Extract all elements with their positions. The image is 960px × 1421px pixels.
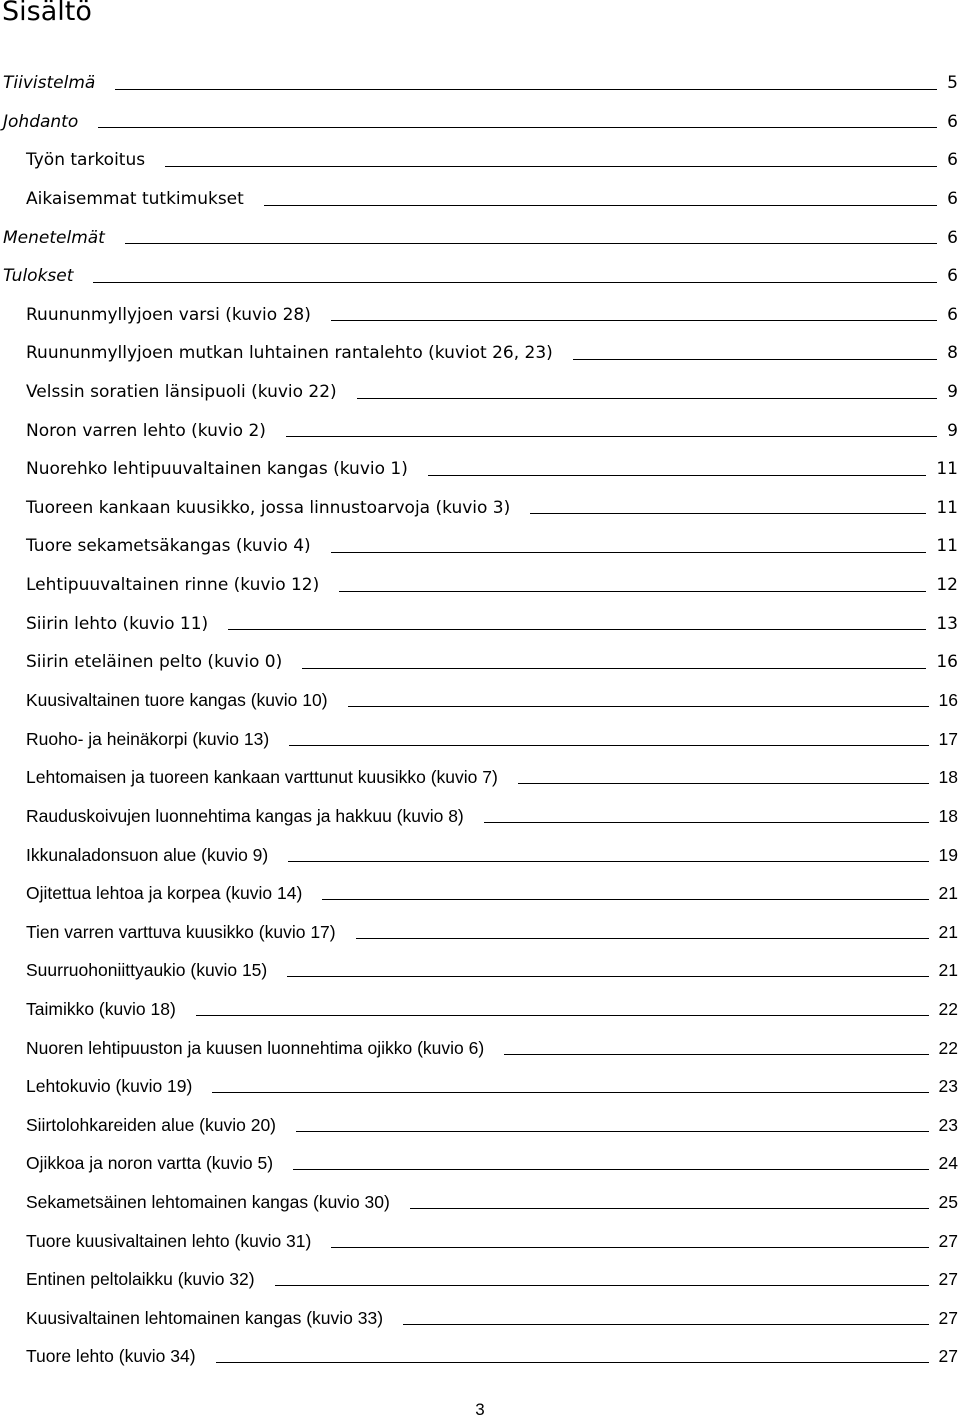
toc-entry[interactable] — [0, 643, 960, 682]
toc-leader-line — [530, 513, 926, 514]
toc-entry-label: Noron varren lehto (kuvio 2) — [26, 420, 266, 441]
toc-leader-line — [410, 1208, 929, 1209]
toc-entry-label: Kuusivaltainen lehtomainen kangas (kuvio 33) — [26, 1307, 384, 1328]
toc-leader-line — [339, 591, 926, 592]
toc-entry[interactable] — [0, 1106, 960, 1145]
toc-entry-label: Tuore kuusivaltainen lehto (kuvio 31) — [26, 1230, 312, 1251]
toc-entry-label: Ruununmyllyjoen mutkan luhtainen rantalehto (kuviot 26, 23) — [26, 343, 553, 364]
toc-leader-line — [348, 706, 929, 707]
toc-entry[interactable] — [0, 1260, 960, 1299]
toc-leader-line — [93, 282, 937, 283]
toc-entry-label: Aikaisemmat tutkimukset — [26, 189, 244, 210]
toc-leader-line — [296, 1131, 929, 1132]
toc-leader-line — [331, 1247, 928, 1248]
toc-entry-label: Lehtomaisen ja tuoreen kankaan varttunut kuusikko (kuvio 7) — [26, 767, 498, 788]
toc-entry-page-number: 9 — [947, 420, 958, 441]
toc-entry[interactable] — [0, 411, 960, 450]
toc-leader-line — [288, 861, 928, 862]
page-title: Sisältö — [2, 0, 92, 27]
toc-entry[interactable] — [0, 180, 960, 219]
toc-entry-label: Rauduskoivujen luonnehtima kangas ja hakkuu (kuvio 8) — [26, 806, 464, 827]
toc-leader-line — [125, 243, 937, 244]
toc-entry-label: Ikkunaladonsuon alue (kuvio 9) — [26, 844, 269, 865]
toc-entry[interactable] — [0, 990, 960, 1029]
toc-entry-label: Suurruohoniittyaukio (kuvio 15) — [26, 960, 268, 981]
toc-entry-page-number: 24 — [938, 1153, 958, 1174]
toc-entry[interactable] — [0, 682, 960, 721]
toc-leader-line — [322, 899, 928, 900]
toc-entry-label: Ruununmyllyjoen varsi (kuvio 28) — [26, 304, 311, 325]
toc-entry-page-number: 6 — [947, 266, 958, 287]
toc-leader-line — [228, 629, 926, 630]
toc-leader-line — [356, 938, 929, 939]
toc-leader-line — [286, 436, 937, 437]
toc-entry-page-number: 18 — [938, 806, 958, 827]
toc-entry[interactable] — [0, 759, 960, 798]
toc-entry[interactable] — [0, 952, 960, 991]
toc-leader-line — [264, 205, 937, 206]
toc-entry[interactable] — [0, 141, 960, 180]
toc-leader-line — [573, 359, 937, 360]
toc-entry-page-number: 17 — [938, 728, 958, 749]
toc-entry[interactable] — [0, 373, 960, 412]
toc-entry[interactable] — [0, 1145, 960, 1184]
toc-entry[interactable] — [0, 1299, 960, 1338]
toc-entry[interactable] — [0, 1183, 960, 1222]
toc-leader-line — [115, 89, 937, 90]
toc-entry[interactable] — [0, 334, 960, 373]
toc-entry-page-number: 13 — [936, 613, 958, 634]
toc-entry-page-number: 21 — [938, 960, 958, 981]
toc-entry-label: Nuorehko lehtipuuvaltainen kangas (kuvio 1) — [26, 459, 408, 480]
toc-entry-page-number: 19 — [938, 844, 958, 865]
toc-entry-label: Tien varren varttuva kuusikko (kuvio 17) — [26, 921, 336, 942]
toc-entry-label: Tiivistelmä — [3, 73, 96, 94]
toc-entry-label: Menetelmät — [3, 227, 105, 248]
toc-entry[interactable] — [0, 489, 960, 528]
toc-leader-line — [403, 1324, 929, 1325]
toc-entry-page-number: 5 — [947, 73, 958, 94]
toc-leader-line — [293, 1169, 928, 1170]
toc-entry-page-number: 6 — [947, 227, 958, 248]
toc-entry-label: Nuoren lehtipuuston ja kuusen luonnehtima ojikko (kuvio 6) — [26, 1037, 485, 1058]
toc-entry[interactable] — [0, 604, 960, 643]
toc-entry-label: Siirtolohkareiden alue (kuvio 20) — [26, 1114, 276, 1135]
toc-leader-line — [504, 1054, 928, 1055]
toc-entry-page-number: 11 — [936, 459, 958, 480]
toc-entry[interactable] — [0, 1338, 960, 1377]
toc-entry-page-number: 23 — [938, 1076, 958, 1097]
toc-leader-line — [212, 1092, 928, 1093]
toc-entry[interactable] — [0, 1222, 960, 1261]
toc-entry[interactable] — [0, 797, 960, 836]
toc-entry-page-number: 27 — [938, 1307, 958, 1328]
toc-entry-label: Tulokset — [3, 266, 74, 287]
toc-entry-page-number: 21 — [938, 921, 958, 942]
toc-leader-line — [331, 552, 927, 553]
toc-entry-page-number: 16 — [936, 652, 958, 673]
toc-entry[interactable] — [0, 64, 960, 103]
toc-entry-label: Siirin lehto (kuvio 11) — [26, 613, 209, 634]
toc-leader-line — [196, 1015, 929, 1016]
toc-entry-page-number: 6 — [947, 304, 958, 325]
toc-entry-page-number: 12 — [936, 575, 958, 596]
toc-entry-page-number: 25 — [938, 1192, 958, 1213]
toc-entry-label: Työn tarkoitus — [26, 150, 146, 171]
toc-entry-page-number: 6 — [947, 111, 958, 132]
toc-entry-label: Lehtokuvio (kuvio 19) — [26, 1076, 193, 1097]
toc-entry-label: Taimikko (kuvio 18) — [26, 999, 176, 1020]
toc-entry-page-number: 21 — [938, 883, 958, 904]
toc-entry-label: Ojitettua lehtoa ja korpea (kuvio 14) — [26, 883, 303, 904]
toc-entry-page-number: 9 — [947, 382, 958, 403]
toc-entry-label: Kuusivaltainen tuore kangas (kuvio 10) — [26, 690, 328, 711]
toc-entry-page-number: 8 — [947, 343, 958, 364]
toc-entry[interactable] — [0, 1067, 960, 1106]
toc-entry-label: Tuoreen kankaan kuusikko, jossa linnustoarvoja (kuvio 3) — [26, 497, 511, 518]
toc-entry-page-number: 16 — [938, 690, 958, 711]
toc-leader-line — [484, 822, 929, 823]
toc-entry[interactable] — [0, 874, 960, 913]
toc-leader-line — [289, 745, 928, 746]
toc-entry-label: Sekametsäinen lehtomainen kangas (kuvio 30) — [26, 1192, 390, 1213]
toc-leader-line — [275, 1285, 929, 1286]
toc-entry[interactable] — [0, 218, 960, 257]
toc-entry-page-number: 23 — [938, 1114, 958, 1135]
toc-entry[interactable] — [0, 257, 960, 296]
toc-entry-page-number: 11 — [936, 497, 958, 518]
toc-entry[interactable] — [0, 296, 960, 335]
toc-entry-label: Entinen peltolaikku (kuvio 32) — [26, 1269, 255, 1290]
toc-leader-line — [518, 783, 929, 784]
toc-leader-line — [216, 1362, 929, 1363]
toc-entry-label: Johdanto — [3, 111, 79, 132]
toc-entry-page-number: 22 — [938, 1037, 958, 1058]
toc-leader-line — [302, 668, 926, 669]
toc-entry-page-number: 27 — [938, 1269, 958, 1290]
toc-entry[interactable] — [0, 103, 960, 142]
toc-entry[interactable] — [0, 566, 960, 605]
toc-entry-page-number: 6 — [947, 150, 958, 171]
toc-entry[interactable] — [0, 450, 960, 489]
toc-leader-line — [287, 976, 928, 977]
page-number: 3 — [475, 1400, 485, 1419]
table-of-contents — [0, 64, 960, 1376]
toc-entry-label: Lehtipuuvaltainen rinne (kuvio 12) — [26, 575, 320, 596]
toc-leader-line — [98, 127, 937, 128]
toc-entry-page-number: 18 — [938, 767, 958, 788]
toc-entry-label: Velssin soratien länsipuoli (kuvio 22) — [26, 382, 337, 403]
toc-entry[interactable] — [0, 720, 960, 759]
toc-entry-label: Siirin eteläinen pelto (kuvio 0) — [26, 652, 283, 673]
toc-entry-label: Ojikkoa ja noron vartta (kuvio 5) — [26, 1153, 274, 1174]
toc-leader-line — [357, 398, 937, 399]
toc-entry-page-number: 11 — [936, 536, 958, 557]
toc-entry[interactable] — [0, 1029, 960, 1068]
toc-leader-line — [331, 320, 937, 321]
toc-leader-line — [428, 475, 926, 476]
toc-entry[interactable] — [0, 527, 960, 566]
toc-entry[interactable] — [0, 836, 960, 875]
toc-entry-label: Ruoho- ja heinäkorpi (kuvio 13) — [26, 728, 270, 749]
toc-entry-label: Tuore sekametsäkangas (kuvio 4) — [26, 536, 311, 557]
toc-leader-line — [165, 166, 937, 167]
toc-entry-label: Tuore lehto (kuvio 34) — [26, 1346, 196, 1367]
toc-entry-page-number: 27 — [938, 1346, 958, 1367]
toc-entry-page-number: 22 — [938, 999, 958, 1020]
toc-entry[interactable] — [0, 913, 960, 952]
toc-entry-page-number: 6 — [947, 189, 958, 210]
toc-entry-page-number: 27 — [938, 1230, 958, 1251]
